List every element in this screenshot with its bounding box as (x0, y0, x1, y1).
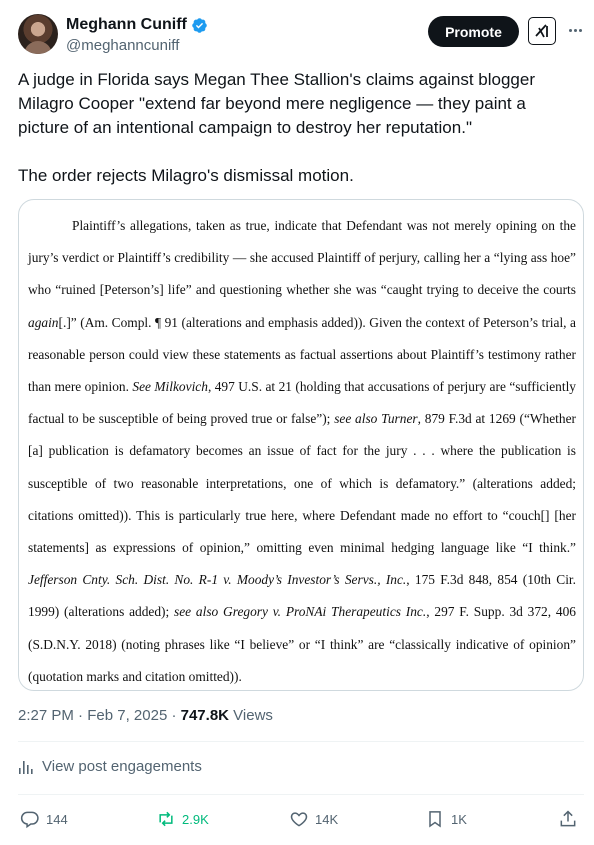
share-button[interactable] (558, 805, 578, 833)
excerpt-text-2: [.]” (Am. Compl. ¶ 91 (alterations and emphasis added)). Given the context of Peterson’s trial, a reasonable person could view these statements as factual assertions about Plaintiff’s testimony rather than mere opinion. (28, 314, 576, 395)
excerpt-citation-3: Jefferson Cnty. Sch. Dist. No. R-1 v. Moody’s Investor’s Servs., Inc. (28, 572, 407, 588)
author-block (66, 15, 208, 56)
divider (18, 741, 584, 742)
views-label: Views (229, 707, 273, 724)
author-handle[interactable]: @meghanncuniff (66, 37, 180, 54)
excerpt-text-1: Plaintiff’s allegations, taken as true, indicate that Defendant was not merely opining on the jury’s verdict or Plaintiff’s credibility — she accused Plaintiff of perjury, calling her a “lying ass hoe” who “ruined [Peterson’s] life” and questioning whether she was “caught trying to deceive the courts (28, 218, 576, 298)
post-date[interactable]: Feb 7, 2025 (87, 707, 168, 724)
avatar[interactable] (18, 14, 58, 54)
action-bar (18, 805, 584, 833)
repost-count: 2.9K (182, 811, 209, 827)
more-icon[interactable] (566, 18, 584, 42)
view-engagements-link[interactable] (18, 758, 202, 775)
grok-icon[interactable] (528, 17, 556, 45)
court-order-excerpt (28, 210, 576, 691)
views-count: 747.8K (180, 707, 229, 724)
promote-button[interactable]: Promote (428, 16, 519, 47)
analytics-icon (18, 759, 34, 775)
divider (18, 794, 584, 795)
attached-image[interactable] (18, 199, 584, 691)
bookmark-button[interactable] (425, 805, 467, 833)
excerpt-text-3: , 497 U.S. at 21 (holding that accusations of perjury are “sufficiently factual to be susceptible of being proved true or false”); (28, 379, 576, 427)
tweet-text: A judge in Florida says Megan Thee Stallion's claims against blogger Milagro Cooper "extend far beyond mere negligence — they paint a picture of an intentional campaign to destroy her reputation." The order rejects Milagro's dismissal motion. (18, 70, 535, 185)
meta-separator: · (167, 707, 181, 724)
reply-icon (20, 809, 40, 829)
excerpt-citation-4: see also Gregory v. ProNAi Therapeutics Inc. (174, 604, 427, 620)
excerpt-text-5: , 175 F.3d 848, 854 (10th Cir. 1999) (alterations added); (28, 572, 576, 620)
repost-icon (156, 809, 176, 829)
author-name[interactable] (66, 15, 208, 35)
bookmark-icon (425, 809, 445, 829)
verified-badge-icon (191, 17, 208, 34)
post-meta (18, 706, 273, 726)
grok-glyph-icon (533, 22, 551, 40)
like-count: 14K (315, 811, 339, 827)
repost-button[interactable] (156, 805, 209, 833)
author-display-name[interactable]: Meghann Cuniff (66, 16, 187, 33)
reply-count: 144 (46, 811, 68, 827)
share-icon (558, 809, 578, 829)
view-engagements-label[interactable]: View post engagements (42, 758, 202, 775)
bookmark-count: 1K (451, 811, 467, 827)
excerpt-text-6: , 297 F. Supp. 3d 372, 406 (S.D.N.Y. 2018) (noting phrases like “I believe” or “I think” are “classically indicative of opinion” (quotation marks and citation omitted)). (28, 604, 576, 684)
meta-separator: · (73, 707, 88, 724)
reply-button[interactable] (20, 805, 68, 833)
heart-icon (289, 809, 309, 829)
excerpt-citation-1: See Milkovich (132, 379, 208, 395)
post-time[interactable]: 2:27 PM (18, 707, 74, 724)
post-header (18, 14, 584, 58)
excerpt-text-4: , 879 F.3d at 1269 (“Whether [a] publication is defamatory becomes an issue of fact for the jury . . . where the publication is susceptible of two reasonable interpretations, one of which is defamatory.” (alterations added; citations omitted)). This is particularly true here, where Defendant made no effort to “couch[] [her statements] as expressions of opinion,” omitting even minimal hedging language like “I think.” (28, 411, 576, 556)
excerpt-citation-2: see also Turner (334, 411, 418, 427)
like-button[interactable] (289, 805, 338, 833)
excerpt-emphasis: again (28, 314, 59, 330)
